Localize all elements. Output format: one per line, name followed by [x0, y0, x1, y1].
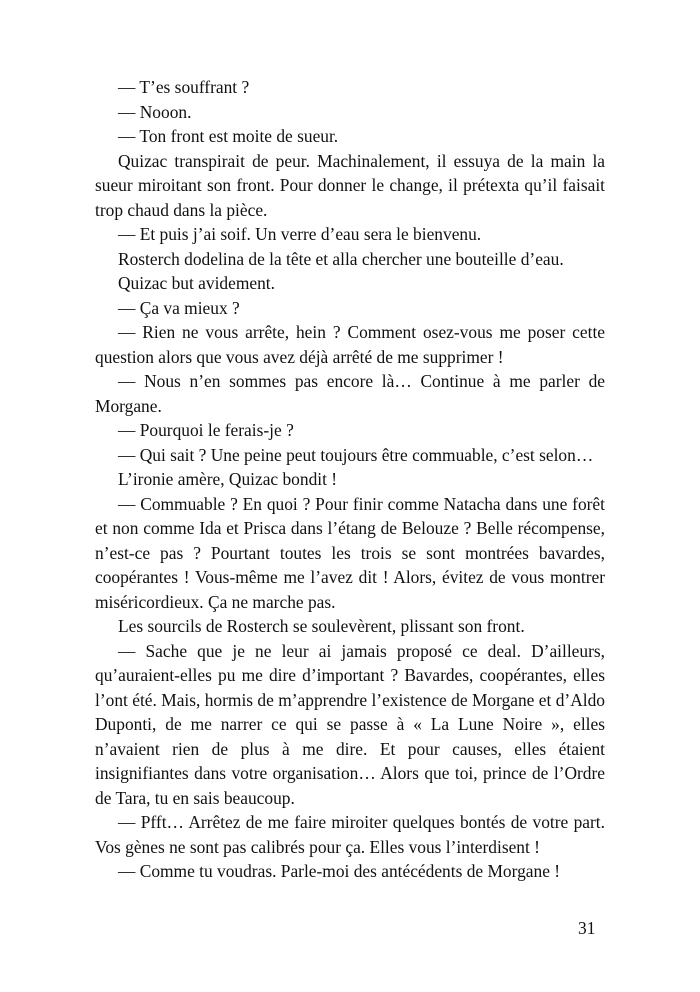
paragraph: — Et puis j’ai soif. Un verre d’eau sera le bienvenu. [118, 224, 482, 244]
page-number: 31 [578, 918, 596, 938]
paragraph: — Sache que je ne leur ai jamais proposé ce deal. D’ailleurs, qu’auraient-elles pu me dire d’important ? Bavardes, coopérantes, elles l’ont été. Mais, hormis de m’apprendre l’existence de Morgane et d’Aldo Duponti, de me narrer ce qui se passe à « La Lune Noire », elles n’avaient rien de plus à me dire. Et pour causes, elles étaient insignifiantes dans votre organisation… Alors que toi, prince de l’Ordre de Tara, tu en sais beaucoup. [95, 640, 605, 808]
paragraph: — Qui sait ? Une peine peut toujours être commuable, c’est selon… [118, 444, 594, 465]
paragraph: — Nous n’en sommes pas encore là… Continue à me parler de Morgane. [95, 371, 605, 416]
paragraph: — Commuable ? En quoi ? Pour finir comme Natacha dans une forêt et non comme Ida et Prisca dans l’étang de Belouze ? Belle récompense, n’est-ce pas ? Pourtant toutes les trois se sont montrées bavardes, coopérantes ! Vous-même me l’avez dit ! Alors, évitez de vous montrer miséricordieux. Ça ne marche pas. [95, 493, 605, 612]
paragraph: — T’es souffrant ? [118, 77, 250, 97]
paragraph: Les sourcils de Rosterch se soulevèrent, plissant son front. [118, 616, 525, 636]
paragraph: L’ironie amère, Quizac bondit ! [118, 469, 338, 489]
paragraph: — Ton front est moite de sueur. [118, 126, 339, 146]
paragraph: — Pfft… Arrêtez de me faire miroiter quelques bontés de votre part. Vos gènes ne sont pas calibrés pour ça. Elles vous l’interdisent ! [95, 812, 605, 857]
paragraph: Quizac transpirait de peur. Machinalement, il essuya de la main la sueur miroitant son front. Pour donner le change, il prétexta qu’il faisait trop chaud dans la pièce. [95, 150, 605, 220]
paragraph: — Comme tu voudras. Parle-moi des antécédents de Morgane ! [118, 861, 561, 881]
paragraph: Quizac but avidement. [118, 273, 275, 293]
paragraph: — Ça va mieux ? [118, 297, 240, 318]
paragraph: — Rien ne vous arrête, hein ? Comment osez-vous me poser cette question alors que vous avez déjà arrêté de me supprimer ! [95, 322, 605, 367]
paragraph: — Nooon. [118, 101, 192, 122]
page-body [95, 75, 605, 884]
paragraph: Rosterch dodelina de la tête et alla chercher une bouteille d’eau. [118, 248, 564, 269]
paragraph: — Pourquoi le ferais-je ? [118, 420, 294, 440]
